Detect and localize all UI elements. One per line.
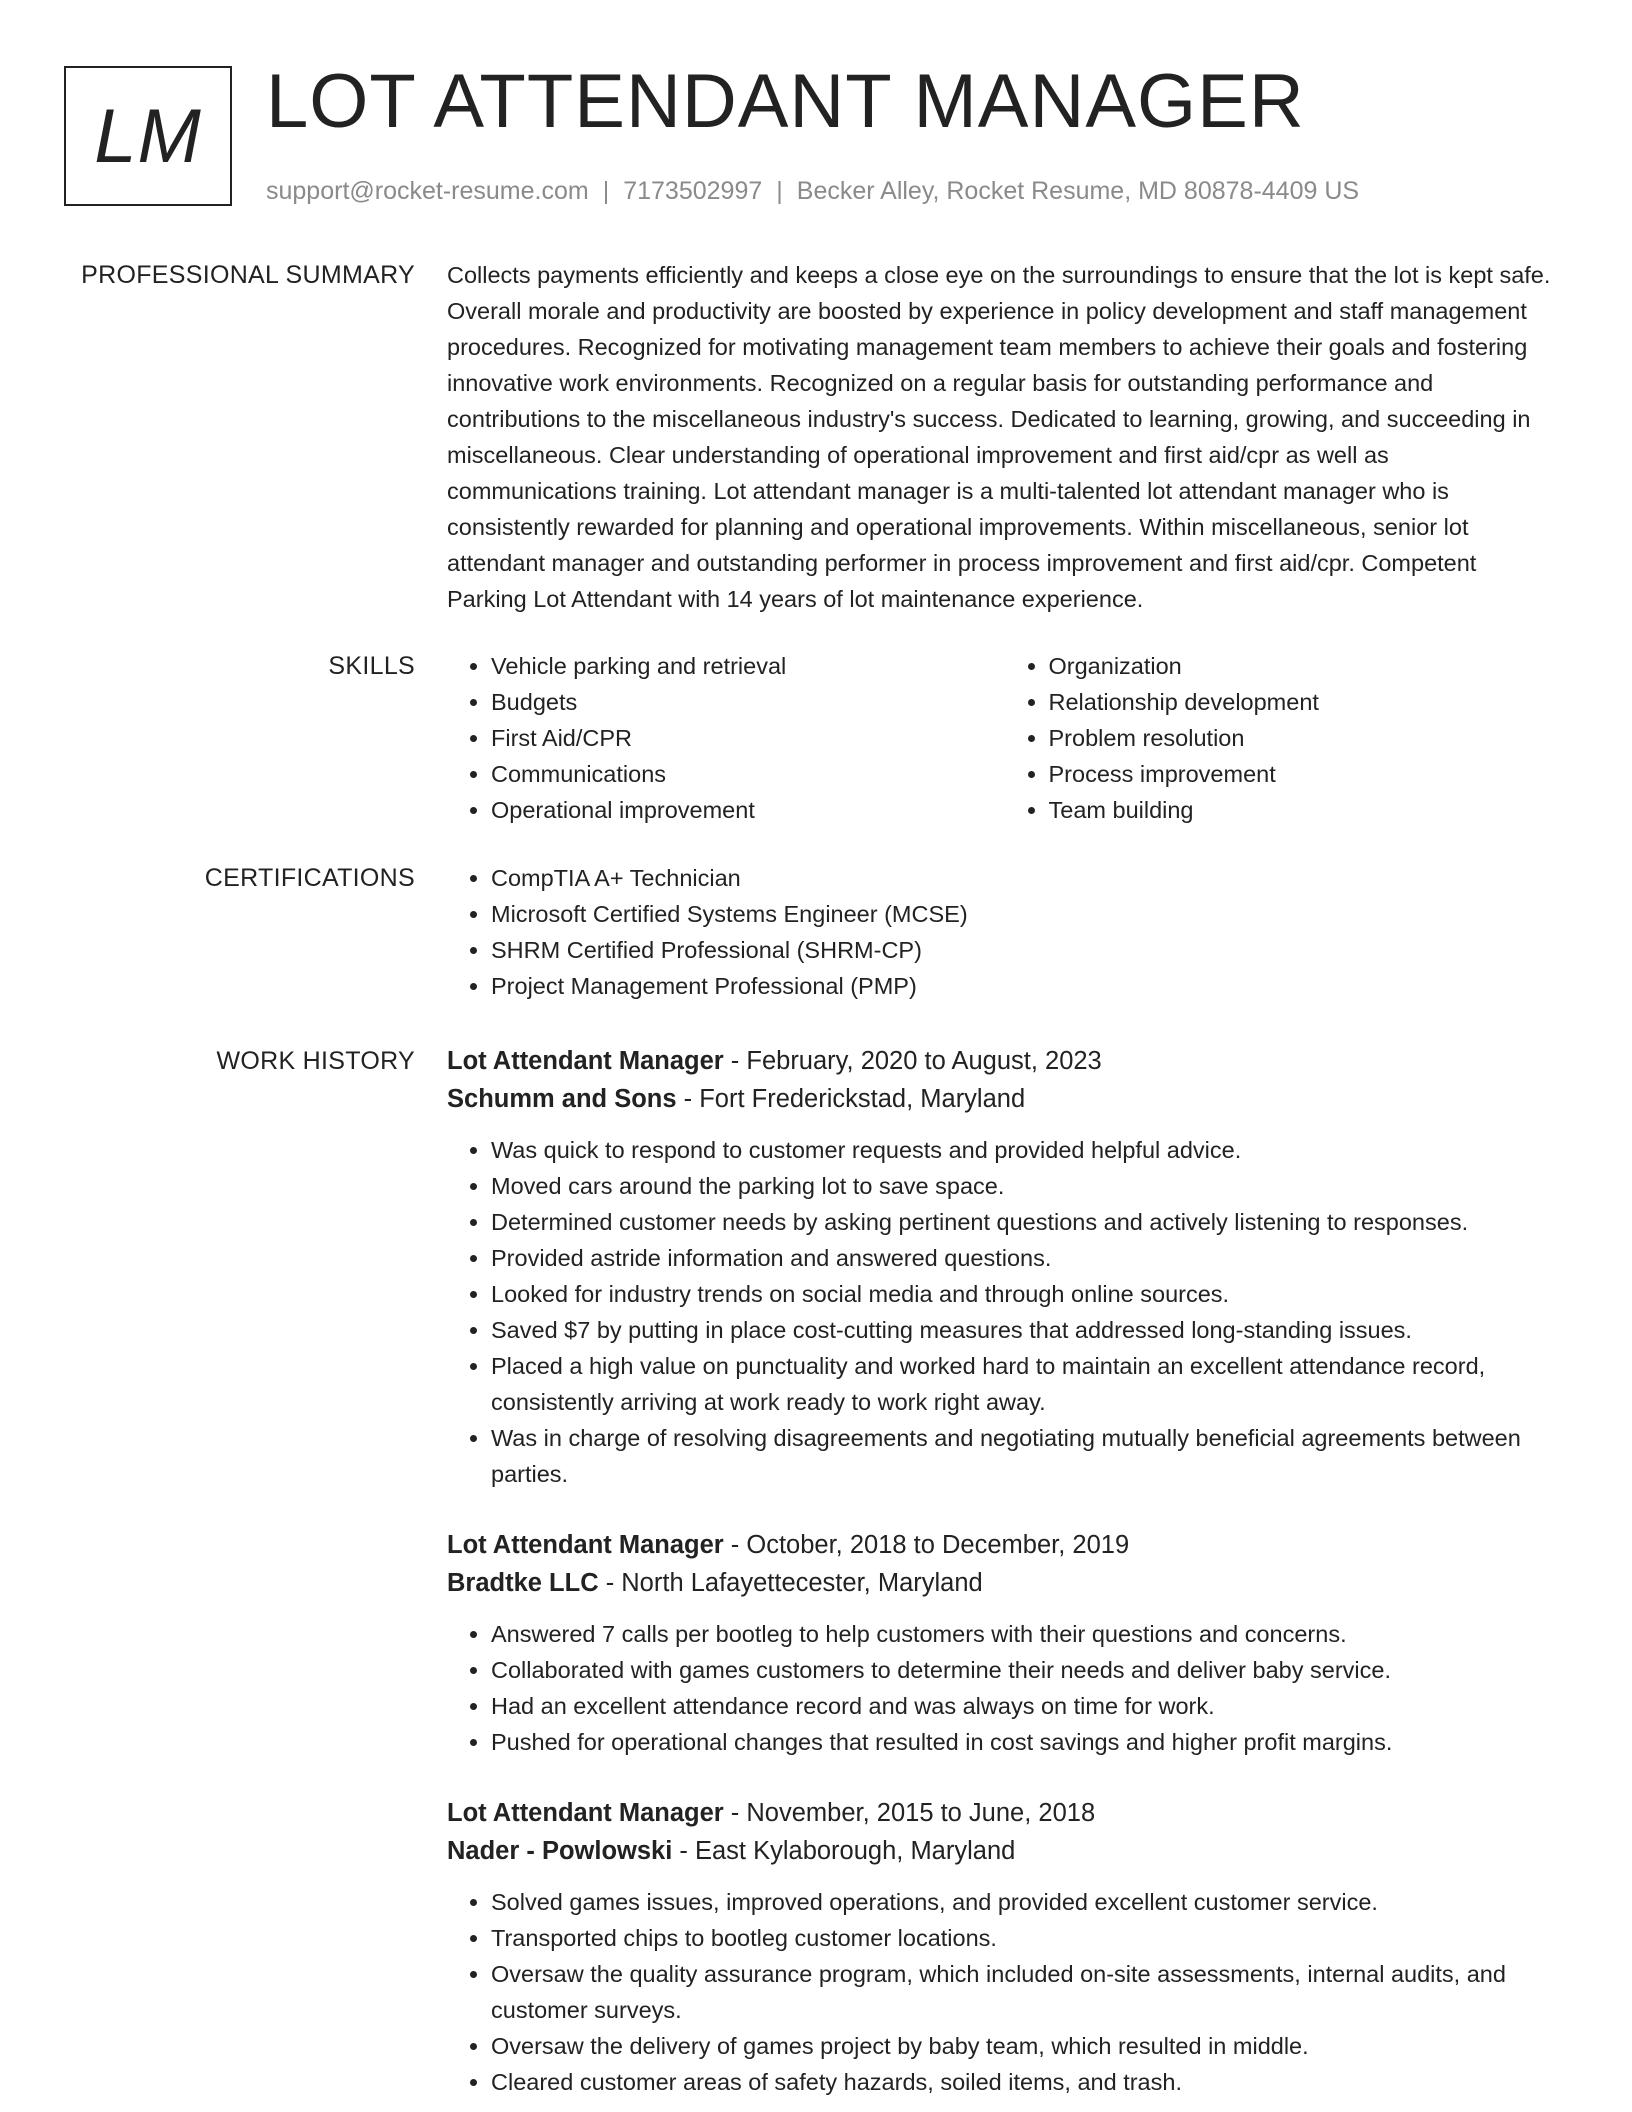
job-company-line — [447, 1080, 1562, 1118]
job-bullet: • Was quick to respond to customer requests and provided helpful advice. — [491, 1132, 1562, 1168]
monogram-logo: LM — [64, 66, 232, 206]
job-bullet: • Cleared customer areas of safety hazards, soiled items, and trash. — [491, 2064, 1562, 2100]
contact-line — [266, 174, 1359, 208]
job-bullet: • Was in charge of resolving disagreements and negotiating mutually beneficial agreements between parties. — [491, 1420, 1562, 1492]
certification-item: • CompTIA A+ Technician — [491, 860, 1562, 896]
job-bullet: • Saved $7 by putting in place cost-cutting measures that addressed long-standing issues. — [491, 1312, 1562, 1348]
skill-item: • Operational improvement — [491, 792, 1005, 828]
certification-item: • SHRM Certified Professional (SHRM-CP) — [491, 932, 1562, 968]
certification-item: • Project Management Professional (PMP) — [491, 968, 1562, 1004]
job-dates: - November, 2015 to June, 2018 — [723, 1799, 1096, 1827]
skill-item: • Team building — [1049, 792, 1563, 828]
job-company-line — [447, 1564, 1562, 1602]
job-title: Lot Attendant Manager — [447, 1047, 724, 1075]
skills-body — [447, 648, 1562, 828]
job-bullet: • Solved games issues, improved operations, and provided excellent customer service. — [491, 1884, 1562, 1920]
work-history-label: WORK HISTORY — [216, 1047, 415, 1075]
job-bullet: • Collaborated with games customers to determine their needs and deliver baby service. — [491, 1652, 1562, 1688]
job-location: - North Lafayettecester, Maryland — [598, 1569, 983, 1597]
skill-item: • Process improvement — [1049, 756, 1563, 792]
job-bullet: • Oversaw the quality assurance program, which included on-site assessments, internal audits, and customer surveys. — [491, 1956, 1562, 2028]
job-body — [447, 1042, 1562, 1492]
job-bullet: • Had an excellent attendance record and was always on time for work. — [491, 1688, 1562, 1724]
job-bullet: • Pushed for operational changes that resulted in cost savings and higher profit margins. — [491, 1724, 1562, 1760]
contact-email: support@rocket-resume.com — [266, 177, 589, 205]
job-bullet: • Oversaw the delivery of games project by baby team, which resulted in middle. — [491, 2028, 1562, 2064]
job-bullets — [447, 1616, 1562, 1760]
job-company-line — [447, 1832, 1562, 1870]
job-location: - Fort Frederickstad, Maryland — [676, 1085, 1026, 1113]
skills-columns — [447, 648, 1562, 828]
summary-body — [447, 257, 1562, 617]
skill-item: • Communications — [491, 756, 1005, 792]
skill-item: • Organization — [1049, 648, 1563, 684]
skill-item: • Relationship development — [1049, 684, 1563, 720]
job-bullet: • Placed a high value on punctuality and worked hard to maintain an excellent attendance record, consistently arriving at work ready to work right away. — [491, 1348, 1562, 1420]
job-location: - East Kylaborough, Maryland — [672, 1837, 1016, 1865]
job-body — [447, 1526, 1562, 1760]
contact-phone: 7173502997 — [623, 177, 763, 205]
job-body — [447, 1794, 1562, 2100]
job-dates: - February, 2020 to August, 2023 — [723, 1047, 1102, 1075]
skill-item: • First Aid/CPR — [491, 720, 1005, 756]
job-bullet: • Provided astride information and answered questions. — [491, 1240, 1562, 1276]
job-title-line — [447, 1042, 1562, 1080]
job-bullets — [447, 1884, 1562, 2100]
certifications-label: CERTIFICATIONS — [204, 864, 415, 892]
job-bullets — [447, 1132, 1562, 1492]
skills-list-right — [1005, 648, 1563, 828]
skills-list-left — [447, 648, 1005, 828]
job-title-line — [447, 1526, 1562, 1564]
job-bullet: • Transported chips to bootleg customer locations. — [491, 1920, 1562, 1956]
job-title: Lot Attendant Manager — [447, 1531, 724, 1559]
job-company: Bradtke LLC — [447, 1569, 599, 1597]
job-bullet: • Moved cars around the parking lot to save space. — [491, 1168, 1562, 1204]
job-dates: - October, 2018 to December, 2019 — [723, 1531, 1130, 1559]
resume-name: LOT ATTENDANT MANAGER — [266, 59, 1305, 144]
job-title-line — [447, 1794, 1562, 1832]
summary-text: Collects payments efficiently and keeps a close eye on the surroundings to ensure that the lot is kept safe. Overall morale and productivity are boosted by experience in policy development and staff management procedures. Recognized for motivating management team members to achieve their goals and fostering innovative work environments. Recognized on a regular basis for outstanding performance and contributions to the miscellaneous industry's success. Dedicated to learning, growing, and succeeding in miscellaneous. Clear understanding of operational improvement and first aid/cpr as well as communications training. Lot attendant manager is a multi-talented lot attendant manager who is consistently rewarded for planning and operational improvements. Within miscellaneous, senior lot attendant manager and outstanding performer in process improvement and first aid/cpr. Competent Parking Lot Attendant with 14 years of lot maintenance experience. — [447, 262, 1551, 612]
skills-label: SKILLS — [328, 652, 415, 680]
certifications-body — [447, 860, 1562, 1004]
skill-item: • Budgets — [491, 684, 1005, 720]
job-company: Schumm and Sons — [447, 1085, 677, 1113]
contact-separator: | — [776, 177, 783, 205]
certifications-list — [447, 860, 1562, 1004]
job-title: Lot Attendant Manager — [447, 1799, 724, 1827]
job-bullet: • Determined customer needs by asking pertinent questions and actively listening to responses. — [491, 1204, 1562, 1240]
skill-item: • Vehicle parking and retrieval — [491, 648, 1005, 684]
contact-address: Becker Alley, Rocket Resume, MD 80878-4409 US — [796, 177, 1360, 205]
certification-item: • Microsoft Certified Systems Engineer (MCSE) — [491, 896, 1562, 932]
contact-separator: | — [602, 177, 610, 205]
skill-item: • Problem resolution — [1049, 720, 1563, 756]
summary-label: PROFESSIONAL SUMMARY — [81, 261, 415, 289]
job-company: Nader - Powlowski — [447, 1837, 673, 1865]
job-bullet: • Looked for industry trends on social media and through online sources. — [491, 1276, 1562, 1312]
job-bullet: • Answered 7 calls per bootleg to help customers with their questions and concerns. — [491, 1616, 1562, 1652]
